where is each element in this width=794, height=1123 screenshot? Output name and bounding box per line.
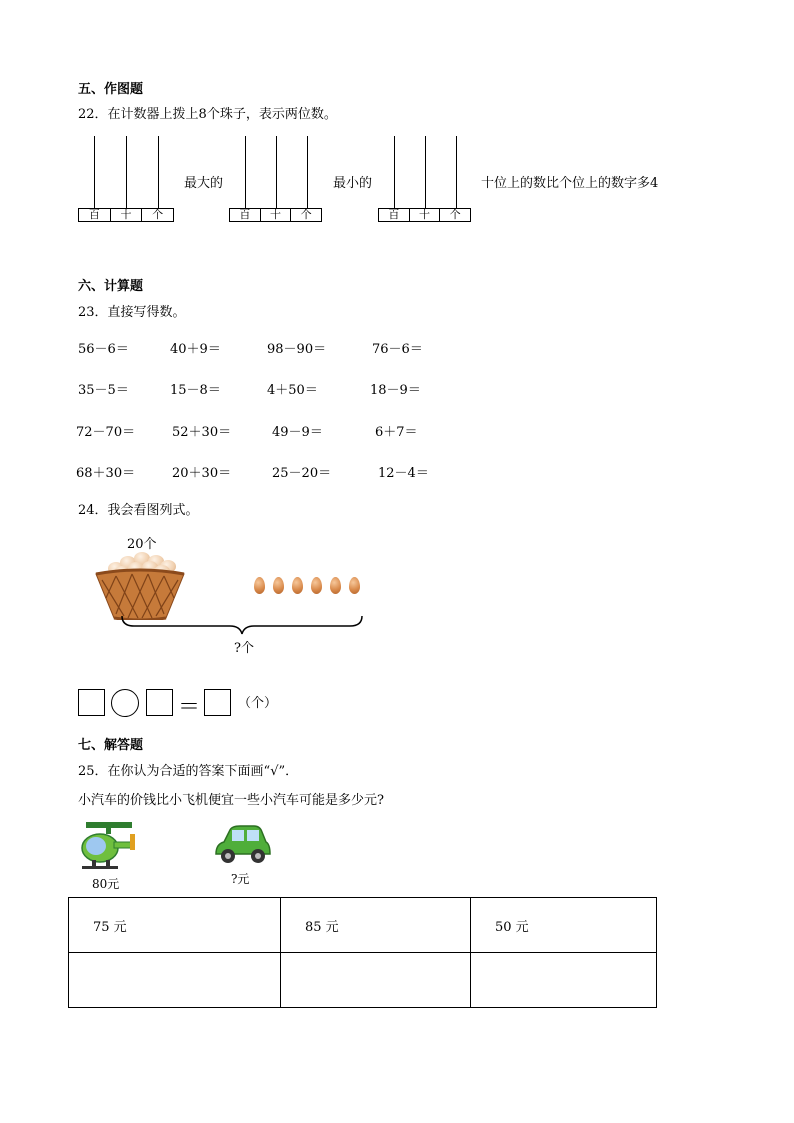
calc-item: 49－9＝	[272, 425, 323, 440]
option-cell: 75 元	[69, 898, 281, 953]
check-cell-50[interactable]	[471, 953, 657, 1008]
helicopter-price: 80元	[92, 877, 120, 891]
answer-box-1[interactable]	[78, 689, 105, 716]
calc-item: 4＋50＝	[267, 383, 318, 398]
unit-label: （个）	[238, 696, 278, 711]
calc-item: 20＋30＝	[172, 466, 232, 481]
place-ones: 个	[449, 208, 461, 221]
calc-item: 12－4＝	[378, 466, 429, 481]
calc-item: 98－90＝	[267, 342, 327, 357]
answer-box-result[interactable]	[204, 689, 231, 716]
place-hundreds: 百	[79, 209, 111, 221]
option-cell: 85 元	[281, 898, 471, 953]
answer-box-2[interactable]	[146, 689, 173, 716]
question-25: 25．在你认为合适的答案下面画“√”．	[78, 764, 299, 779]
section-6-title: 六、计算题	[78, 279, 144, 294]
helicopter-image	[76, 818, 140, 874]
calc-item: 6＋7＝	[375, 425, 418, 440]
place-hundreds: 百	[379, 209, 410, 221]
check-cell-75[interactable]	[69, 953, 281, 1008]
egg-basket-image	[94, 548, 186, 620]
calc-item: 15－8＝	[170, 383, 221, 398]
place-tens: 十	[261, 209, 292, 221]
question-text: 小汽车的价钱比小飞机便宜一些小汽车可能是多少元?	[78, 793, 384, 808]
option-cell: 50 元	[471, 898, 657, 953]
question-23: 23．直接写得数。	[78, 305, 186, 320]
question-24: 24．我会看图列式。	[78, 503, 199, 518]
calc-item: 52＋30＝	[172, 425, 232, 440]
place-hundreds: 百	[230, 209, 261, 221]
check-cell-85[interactable]	[281, 953, 471, 1008]
question-22: 22．在计数器上拨上8个珠子，表示两位数。	[78, 107, 337, 122]
basket-label: 20个	[127, 537, 157, 552]
total-label: ?个	[234, 641, 254, 656]
calc-item: 56－6＝	[78, 342, 129, 357]
abacus-counter-tens-exceeds-ones[interactable]	[378, 136, 471, 224]
calc-item: 72－70＝	[76, 425, 136, 440]
abacus-counter-smallest[interactable]	[229, 136, 322, 224]
calc-item: 18－9＝	[370, 383, 421, 398]
calc-item: 25－20＝	[272, 466, 332, 481]
section-5-title: 五、作图题	[78, 82, 144, 97]
place-tens: 十	[410, 209, 441, 221]
calc-item: 40＋9＝	[170, 342, 221, 357]
calc-item: 35－5＝	[78, 383, 129, 398]
operator-circle[interactable]	[111, 689, 139, 717]
answer-table	[68, 897, 657, 1008]
place-ones: 个	[152, 208, 164, 221]
car-price: ?元	[231, 872, 250, 886]
total-brace	[120, 614, 364, 636]
equals-sign: ＝	[178, 695, 201, 720]
section-7-title: 七、解答题	[78, 738, 144, 753]
counter-caption-smallest: 最小的	[333, 176, 373, 191]
car-image	[210, 824, 272, 870]
counter-caption-tens-exceeds-ones: 十位上的数比个位上的数字多4	[481, 176, 659, 191]
abacus-counter-largest[interactable]	[78, 136, 174, 224]
place-tens: 十	[111, 209, 143, 221]
calc-item: 68＋30＝	[76, 466, 136, 481]
counter-caption-largest: 最大的	[184, 176, 224, 191]
place-ones: 个	[300, 208, 312, 221]
calc-item: 76－6＝	[372, 342, 423, 357]
